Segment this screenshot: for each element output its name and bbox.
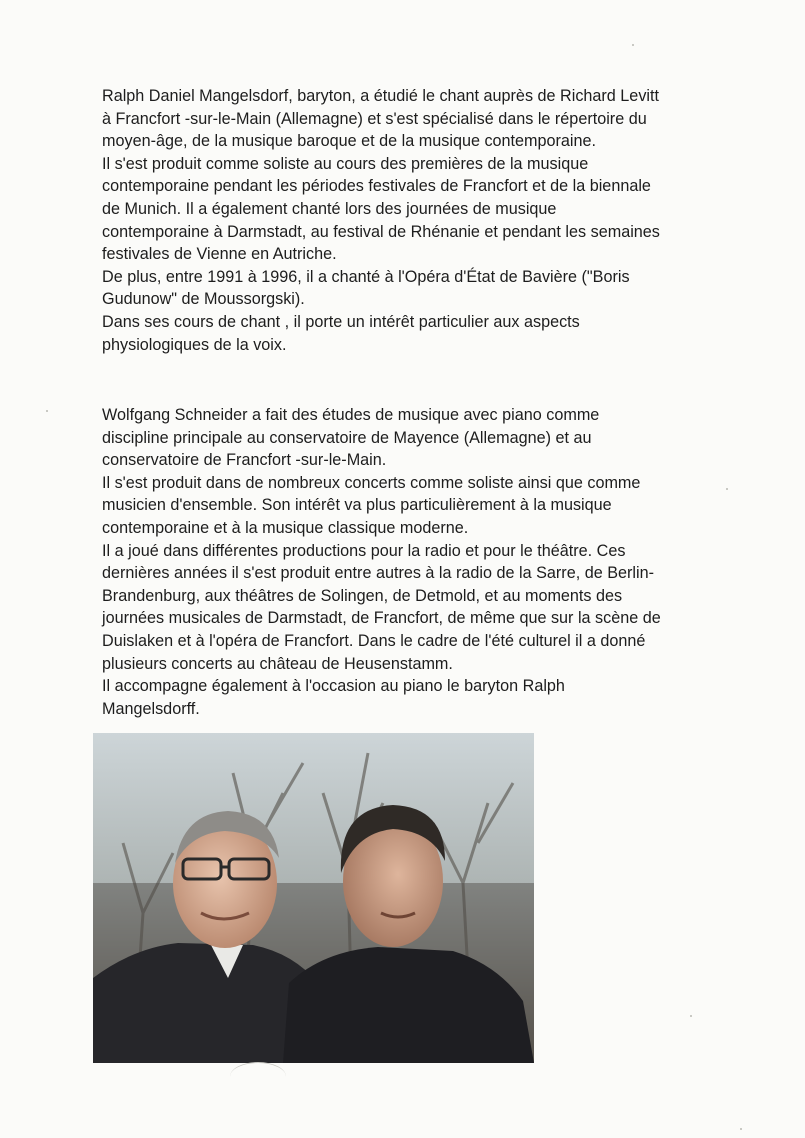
portrait-photo: [93, 733, 534, 1063]
text-line: Mangelsdorff.: [102, 699, 200, 718]
text-line: discipline principale au conservatoire de Mayence (Allemagne) et au: [102, 428, 592, 447]
text-line: dernières années il s'est produit entre autres à la radio de la Sarre, de Berlin-: [102, 564, 654, 583]
bio-paragraph: [102, 85, 762, 356]
text-line: Il a joué dans différentes productions pour la radio et pour le théâtre. Ces: [102, 541, 626, 560]
scan-speck: [690, 1015, 692, 1017]
text-line: Duislaken et à l'opéra de Francfort. Dans le cadre de l'été culturel il a donné: [102, 631, 646, 650]
scan-ring-mark: [230, 1062, 286, 1091]
bio-ralph-mangelsdorf: [102, 85, 762, 356]
text-line: Wolfgang Schneider a fait des études de musique avec piano comme: [102, 406, 600, 424]
text-line: moyen-âge, de la musique baroque et de la musique contemporaine.: [102, 132, 597, 151]
text-line: Ralph Daniel Mangelsdorf, baryton, a étudié le chant auprès de Richard Levitt: [102, 87, 659, 105]
text-line: Il accompagne également à l'occasion au piano le baryton Ralph: [102, 677, 565, 696]
text-line: plusieurs concerts au château de Heusenstamm.: [102, 654, 453, 673]
text-line: Il s'est produit comme soliste au cours des premières de la musique: [102, 154, 589, 173]
text-line: Gudunow" de Moussorgski).: [102, 290, 305, 309]
text-line: contemporaine pendant les périodes festivales de Francfort et de la biennale: [102, 177, 651, 196]
scan-speck: [740, 1128, 742, 1130]
text-line: de Munich. Il a également chanté lors des journées de musique: [102, 199, 557, 218]
text-line: journées musicales de Darmstadt, de Francfort, de même que sur la scène de: [102, 609, 661, 628]
text-line: conservatoire de Francfort -sur-le-Main.: [102, 451, 387, 470]
scan-speck: [632, 44, 634, 46]
text-line: contemporaine à Darmstadt, au festival de Rhénanie et pendant les semaines: [102, 222, 660, 241]
text-line: Il s'est produit dans de nombreux concerts comme soliste ainsi que comme: [102, 473, 641, 492]
text-line: physiologiques de la voix.: [102, 335, 287, 354]
bio-wolfgang-schneider: [102, 404, 762, 720]
portrait-illustration: [93, 733, 534, 1063]
text-line: De plus, entre 1991 à 1996, il a chanté à l'Opéra d'État de Bavière ("Boris: [102, 267, 630, 286]
text-line: festivales de Vienne en Autriche.: [102, 245, 337, 264]
bio-paragraph: [102, 404, 762, 720]
text-line: Brandenburg, aux théâtres de Solingen, de Detmold, et au moments des: [102, 586, 623, 605]
scan-speck: [46, 410, 48, 412]
text-line: à Francfort -sur-le-Main (Allemagne) et s'est spécialisé dans le répertoire du: [102, 109, 647, 128]
text-line: Dans ses cours de chant , il porte un intérêt particulier aux aspects: [102, 312, 580, 331]
text-line: musicien d'ensemble. Son intérêt va plus particulièrement à la musique: [102, 496, 612, 515]
text-line: contemporaine et à la musique classique moderne.: [102, 518, 469, 537]
